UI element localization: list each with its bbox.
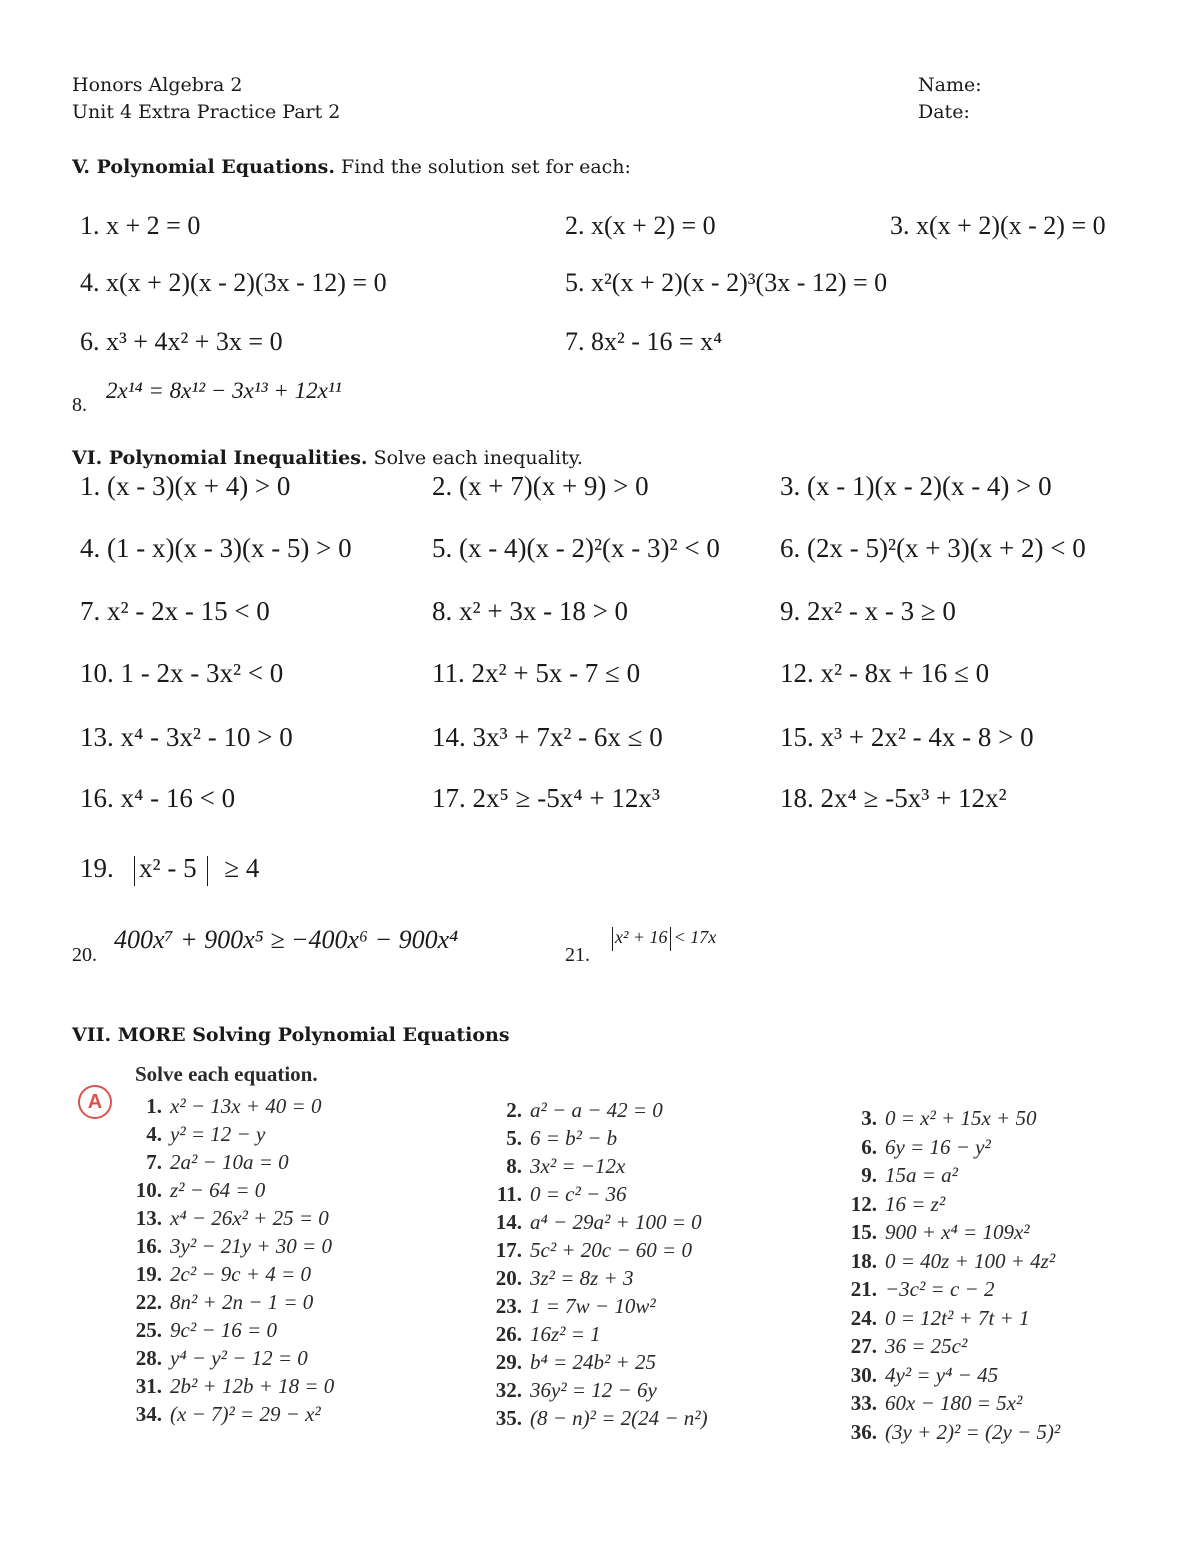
- problem-equation: 15a = a²: [885, 1163, 958, 1187]
- textbook-column-2: [490, 1096, 708, 1432]
- textbook-problem: [490, 1376, 708, 1404]
- problem-number: 34.: [135, 1402, 162, 1426]
- problem-equation: 16 = z²: [885, 1191, 946, 1216]
- textbook-problem: [845, 1218, 1060, 1247]
- textbook-problem: [490, 1152, 708, 1180]
- problem-number: 30.: [850, 1362, 877, 1387]
- problem-number: 24.: [850, 1305, 877, 1330]
- set-a-badge: A: [78, 1085, 112, 1119]
- problem-equation: 16z² = 1: [530, 1322, 601, 1346]
- problem-number: 29.: [495, 1350, 522, 1374]
- problem-number: 9.: [861, 1163, 877, 1187]
- date-label: Date:: [918, 101, 970, 123]
- textbook-problem: [128, 1316, 334, 1344]
- textbook-problem: [128, 1372, 334, 1400]
- problem-number: 20.: [495, 1266, 522, 1290]
- ineq-21: [612, 927, 716, 951]
- problem-number: 1.: [146, 1094, 162, 1118]
- problem-equation: 0 = 40z + 100 + 4z²: [885, 1248, 1056, 1273]
- problem-equation: 0 = 12t² + 7t + 1: [885, 1305, 1030, 1330]
- problem-equation: 0 = x² + 15x + 50: [885, 1106, 1037, 1130]
- problem-number: 28.: [135, 1346, 162, 1370]
- ineq-18: 18. 2x⁴ ≥ -5x³ + 12x²: [780, 783, 1007, 813]
- name-label: Name:: [918, 74, 982, 96]
- problem-equation: −3c² = c − 2: [885, 1277, 995, 1301]
- section-7-instruction: Solve each equation.: [135, 1062, 318, 1086]
- ineq-8: 8. x² + 3x - 18 > 0: [432, 596, 629, 626]
- textbook-problem: [845, 1418, 1060, 1447]
- ineq-10: 10. 1 - 2x - 3x² < 0: [80, 658, 284, 688]
- problem-number: 5.: [506, 1126, 522, 1150]
- textbook-problem: [845, 1104, 1060, 1133]
- eq-5-8-expression: 2x¹⁴ = 8x¹² − 3x¹³ + 12x¹¹: [106, 378, 342, 403]
- ineq-9: 9. 2x² - x - 3 ≥ 0: [780, 596, 956, 626]
- problem-number: 35.: [495, 1406, 522, 1430]
- problem-number: 17.: [495, 1238, 522, 1262]
- textbook-problem: [128, 1204, 334, 1232]
- problem-equation: x² − 13x + 40 = 0: [170, 1094, 322, 1118]
- textbook-column-3: [845, 1104, 1060, 1446]
- textbook-problem: [490, 1236, 708, 1264]
- textbook-problem: [128, 1232, 334, 1260]
- ineq-13: 13. x⁴ - 3x² - 10 > 0: [80, 722, 293, 752]
- textbook-problem: [845, 1247, 1060, 1276]
- problem-number: 10.: [135, 1178, 162, 1202]
- problem-equation: 9c² − 16 = 0: [170, 1318, 277, 1342]
- textbook-problem: [845, 1304, 1060, 1333]
- problem-equation: a⁴ − 29a² + 100 = 0: [530, 1210, 702, 1234]
- section-6-heading: [72, 447, 583, 469]
- problem-equation: 3x² = −12x: [530, 1154, 626, 1178]
- problem-equation: x⁴ − 26x² + 25 = 0: [170, 1206, 329, 1230]
- problem-equation: z² − 64 = 0: [170, 1178, 266, 1202]
- problem-equation: (x − 7)² = 29 − x²: [170, 1402, 321, 1426]
- problem-number: 36.: [850, 1419, 877, 1444]
- textbook-problem: [490, 1292, 708, 1320]
- problem-equation: (8 − n)² = 2(24 − n²): [530, 1406, 708, 1430]
- ineq-20-expression: 400x⁷ + 900x⁵ ≥ −400x⁶ − 900x⁴: [114, 925, 459, 954]
- section-6-title: VI. Polynomial Inequalities.: [72, 447, 368, 469]
- problem-equation: 3y² − 21y + 30 = 0: [170, 1234, 332, 1258]
- course-title: Honors Algebra 2: [72, 74, 243, 96]
- problem-number: 22.: [135, 1290, 162, 1314]
- section-6-instruction: Solve each inequality.: [367, 447, 583, 469]
- abs-bar-right: [670, 927, 671, 951]
- eq-5-3: 3. x(x + 2)(x - 2) = 0: [890, 211, 1106, 240]
- problem-equation: 5c² + 20c − 60 = 0: [530, 1238, 692, 1262]
- problem-number: 16.: [135, 1234, 162, 1258]
- eq-5-2: 2. x(x + 2) = 0: [565, 211, 716, 240]
- problem-number: 8.: [506, 1154, 522, 1178]
- textbook-problem: [128, 1176, 334, 1204]
- problem-number: 33.: [850, 1391, 877, 1415]
- problem-equation: 4y² = y⁴ − 45: [885, 1362, 999, 1387]
- problem-equation: 36y² = 12 − 6y: [530, 1378, 657, 1402]
- problem-equation: 0 = c² − 36: [530, 1182, 627, 1206]
- ineq-19: [80, 853, 259, 886]
- problem-equation: 900 + x⁴ = 109x²: [885, 1220, 1030, 1244]
- ineq-14: 14. 3x³ + 7x² - 6x ≤ 0: [432, 722, 663, 752]
- textbook-problem: [128, 1344, 334, 1372]
- textbook-problem: [845, 1389, 1060, 1418]
- textbook-problem: [845, 1133, 1060, 1162]
- problem-equation: 6y = 16 − y²: [885, 1134, 991, 1159]
- problem-number: 15.: [850, 1220, 877, 1244]
- problem-equation: b⁴ = 24b² + 25: [530, 1350, 656, 1374]
- textbook-problem: [128, 1400, 334, 1428]
- problem-number: 31.: [135, 1374, 162, 1398]
- problem-number: 27.: [850, 1334, 877, 1358]
- textbook-problem: [128, 1092, 334, 1120]
- ineq-7: 7. x² - 2x - 15 < 0: [80, 596, 270, 626]
- textbook-problem: [490, 1264, 708, 1292]
- problem-number: 19.: [135, 1262, 162, 1286]
- problem-number: 23.: [495, 1294, 522, 1318]
- problem-number: 32.: [495, 1378, 522, 1402]
- problem-equation: 36 = 25c²: [885, 1334, 968, 1358]
- eq-5-4: 4. x(x + 2)(x - 2)(3x - 12) = 0: [80, 268, 387, 297]
- eq-5-6: 6. x³ + 4x² + 3x = 0: [80, 327, 283, 356]
- problem-equation: 1 = 7w − 10w²: [530, 1294, 656, 1318]
- textbook-problem: [128, 1260, 334, 1288]
- textbook-problem: [490, 1096, 708, 1124]
- ineq-17: 17. 2x⁵ ≥ -5x⁴ + 12x³: [432, 783, 660, 813]
- section-5-heading: [72, 156, 631, 178]
- ineq-19-number: 19.: [80, 853, 114, 883]
- eq-5-7: 7. 8x² - 16 = x⁴: [565, 327, 723, 356]
- abs-bar-right: [207, 856, 208, 886]
- ineq-19-rhs: ≥ 4: [224, 853, 260, 883]
- problem-number: 11.: [496, 1182, 522, 1206]
- problem-number: 6.: [861, 1134, 877, 1159]
- ineq-19-expression: x² - 5: [139, 853, 197, 883]
- textbook-problem: [490, 1180, 708, 1208]
- problem-number: 21.: [850, 1277, 877, 1301]
- problem-equation: 60x − 180 = 5x²: [885, 1391, 1023, 1415]
- eq-5-1: 1. x + 2 = 0: [80, 211, 201, 240]
- ineq-6: 6. (2x - 5)²(x + 3)(x + 2) < 0: [780, 533, 1086, 563]
- textbook-problem: [490, 1320, 708, 1348]
- problem-number: 7.: [146, 1150, 162, 1174]
- textbook-column-1: [128, 1092, 334, 1428]
- problem-equation: 2a² − 10a = 0: [170, 1150, 289, 1174]
- ineq-21-expression: x² + 16: [615, 927, 668, 948]
- section-5-title: V. Polynomial Equations.: [72, 156, 335, 178]
- eq-5-8-number: 8.: [72, 394, 87, 416]
- unit-title: Unit 4 Extra Practice Part 2: [72, 101, 341, 123]
- textbook-problem: [490, 1348, 708, 1376]
- ineq-3: 3. (x - 1)(x - 2)(x - 4) > 0: [780, 471, 1052, 501]
- textbook-problem: [128, 1148, 334, 1176]
- problem-number: 3.: [861, 1106, 877, 1130]
- problem-number: 18.: [850, 1248, 877, 1273]
- textbook-problem: [845, 1161, 1060, 1190]
- ineq-12: 12. x² - 8x + 16 ≤ 0: [780, 658, 990, 688]
- problem-number: 25.: [135, 1318, 162, 1342]
- ineq-4: 4. (1 - x)(x - 3)(x - 5) > 0: [80, 533, 352, 563]
- ineq-11: 11. 2x² + 5x - 7 ≤ 0: [432, 658, 641, 688]
- ineq-21-number: 21.: [565, 944, 590, 966]
- problem-number: 14.: [495, 1210, 522, 1234]
- textbook-problem: [845, 1332, 1060, 1361]
- eq-5-5: 5. x²(x + 2)(x - 2)³(3x - 12) = 0: [565, 268, 888, 297]
- textbook-problem: [490, 1404, 708, 1432]
- problem-equation: 3z² = 8z + 3: [530, 1266, 634, 1290]
- textbook-problem: [490, 1208, 708, 1236]
- problem-number: 4.: [146, 1122, 162, 1146]
- problem-equation: 2b² + 12b + 18 = 0: [170, 1374, 335, 1398]
- ineq-20-number: 20.: [72, 944, 97, 966]
- ineq-16: 16. x⁴ - 16 < 0: [80, 783, 236, 813]
- problem-equation: y² = 12 − y: [170, 1122, 266, 1146]
- textbook-problem: [128, 1288, 334, 1316]
- section-7-title: VII. MORE Solving Polynomial Equations: [72, 1024, 510, 1046]
- textbook-problem: [845, 1275, 1060, 1304]
- problem-equation: y⁴ − y² − 12 = 0: [170, 1346, 308, 1370]
- section-5-instruction: Find the solution set for each:: [335, 156, 631, 178]
- problem-equation: a² − a − 42 = 0: [530, 1098, 663, 1122]
- problem-equation: 2c² − 9c + 4 = 0: [170, 1262, 311, 1286]
- problem-number: 2.: [506, 1098, 522, 1122]
- problem-equation: 8n² + 2n − 1 = 0: [170, 1290, 314, 1314]
- problem-number: 13.: [135, 1206, 162, 1230]
- ineq-21-rhs: < 17x: [673, 927, 717, 948]
- ineq-5: 5. (x - 4)(x - 2)²(x - 3)² < 0: [432, 533, 720, 563]
- textbook-problem: [845, 1190, 1060, 1219]
- problem-equation: (3y + 2)² = (2y − 5)²: [885, 1419, 1061, 1444]
- textbook-problem: [490, 1124, 708, 1152]
- textbook-problem: [845, 1361, 1060, 1390]
- textbook-problem: [128, 1120, 334, 1148]
- ineq-1: 1. (x - 3)(x + 4) > 0: [80, 471, 291, 501]
- problem-number: 12.: [850, 1191, 877, 1216]
- ineq-2: 2. (x + 7)(x + 9) > 0: [432, 471, 649, 501]
- problem-number: 26.: [495, 1322, 522, 1346]
- problem-equation: 6 = b² − b: [530, 1126, 618, 1150]
- ineq-15: 15. x³ + 2x² - 4x - 8 > 0: [780, 722, 1034, 752]
